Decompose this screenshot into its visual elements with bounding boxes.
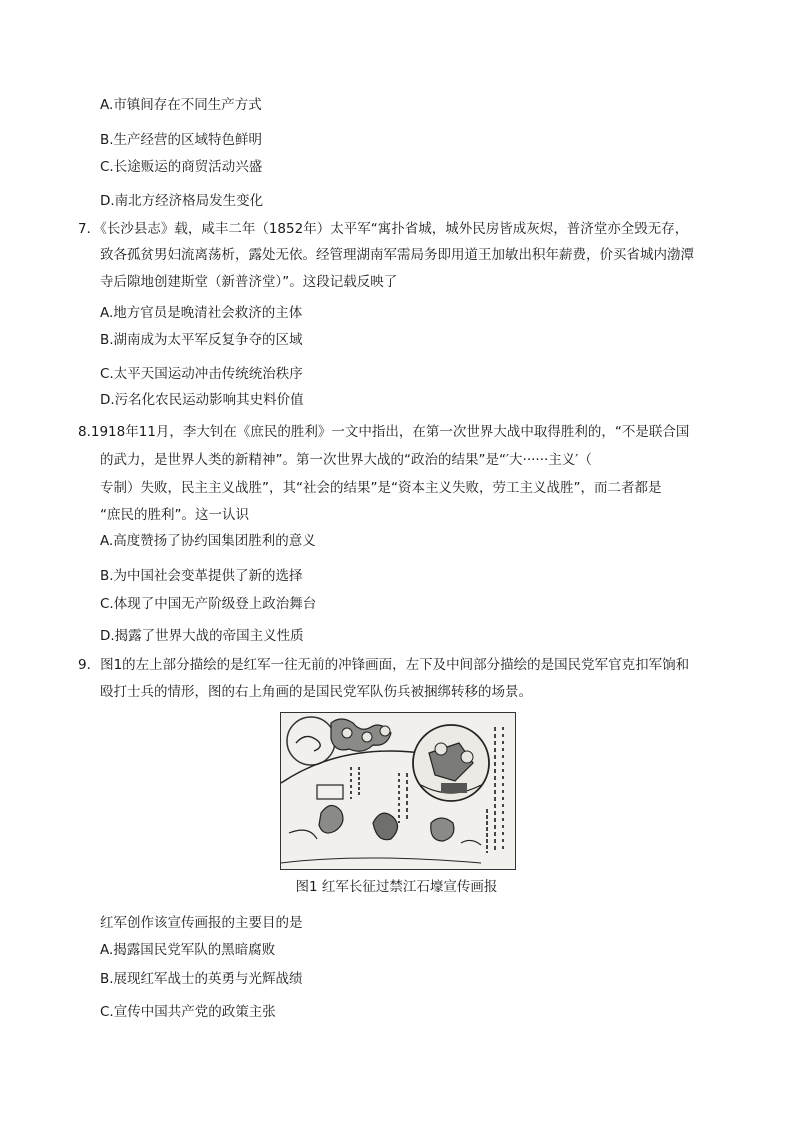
figure-caption: 图1 红军长征过禁江石壕宣传画报 bbox=[295, 879, 498, 895]
q6-option-b: B.生产经营的区域特色鲜明 bbox=[100, 132, 263, 148]
q9-option-a: A.揭露国民党军队的黑暗腐败 bbox=[100, 942, 276, 958]
poster-illustration bbox=[281, 713, 515, 869]
q6-option-a: A.市镇间存在不同生产方式 bbox=[100, 97, 262, 113]
q8-stem-line-2: 的武力，是世界人类的新精神”。第一次世界大战的“政治的结果”是“′大······主义′（ bbox=[100, 452, 592, 468]
q7-stem-line-1: 7．《长沙县志》载，咸丰二年（1852年）太平军“寓扑省城，城外民房皆成灰烬，普济堂亦全毁无存， bbox=[78, 221, 689, 237]
q9-stem-line-1: 9．图1的左上部分描绘的是红军一往无前的冲锋画面，左下及中间部分描绘的是国民党军官克扣军饷和 bbox=[78, 657, 690, 673]
q8-stem-line-3: 专制）失败，民主主义战胜”，其“社会的结果”是“资本主义失败，劳工主义战胜”，而二者都是 bbox=[100, 480, 662, 496]
q7-option-c: C.太平天国运动冲击传统统治秩序 bbox=[100, 366, 303, 382]
q8-option-d: D.揭露了世界大战的帝国主义性质 bbox=[100, 628, 304, 644]
q8-stem-line-4: “庶民的胜利”。这一认识 bbox=[100, 507, 249, 523]
q6-option-c: C.长途贩运的商贸活动兴盛 bbox=[100, 159, 263, 175]
q9-question: 红军创作该宣传画报的主要目的是 bbox=[100, 915, 303, 931]
q7-option-a: A.地方官员是晚清社会救济的主体 bbox=[100, 305, 303, 321]
q7-option-d: D.污名化农民运动影响其史料价值 bbox=[100, 392, 304, 408]
q8-stem-line-1: 8.1918年11月，李大钊在《庶民的胜利》一文中指出，在第一次世界大战中取得胜利的，“不是联合国 bbox=[78, 424, 690, 440]
q8-option-b: B.为中国社会变革提供了新的选择 bbox=[100, 568, 303, 584]
q8-option-a: A.高度赞扬了协约国集团胜利的意义 bbox=[100, 533, 316, 549]
q6-option-d: D.南北方经济格局发生变化 bbox=[100, 193, 264, 209]
q7-stem-line-2: 致各孤贫男妇流离荡析，露处无依。经管理湖南军需局务即用道王加敏出积年薪费，价买省城内渤潭 bbox=[100, 247, 694, 263]
q7-stem-line-3: 寺后隙地创建斯堂（新普济堂）”。这段记载反映了 bbox=[100, 274, 398, 290]
q7-option-b: B.湖南成为太平军反复争夺的区域 bbox=[100, 332, 303, 348]
q9-option-c: C.宣传中国共产党的政策主张 bbox=[100, 1004, 276, 1020]
q9-option-b: B.展现红军战士的英勇与光辉战绩 bbox=[100, 971, 303, 987]
propaganda-poster-image bbox=[280, 712, 516, 870]
q9-stem-line-2: 殴打士兵的情形，图的右上角画的是国民党军队伤兵被捆绑转移的场景。 bbox=[100, 684, 532, 700]
q8-option-c: C.体现了中国无产阶级登上政治舞台 bbox=[100, 596, 317, 612]
